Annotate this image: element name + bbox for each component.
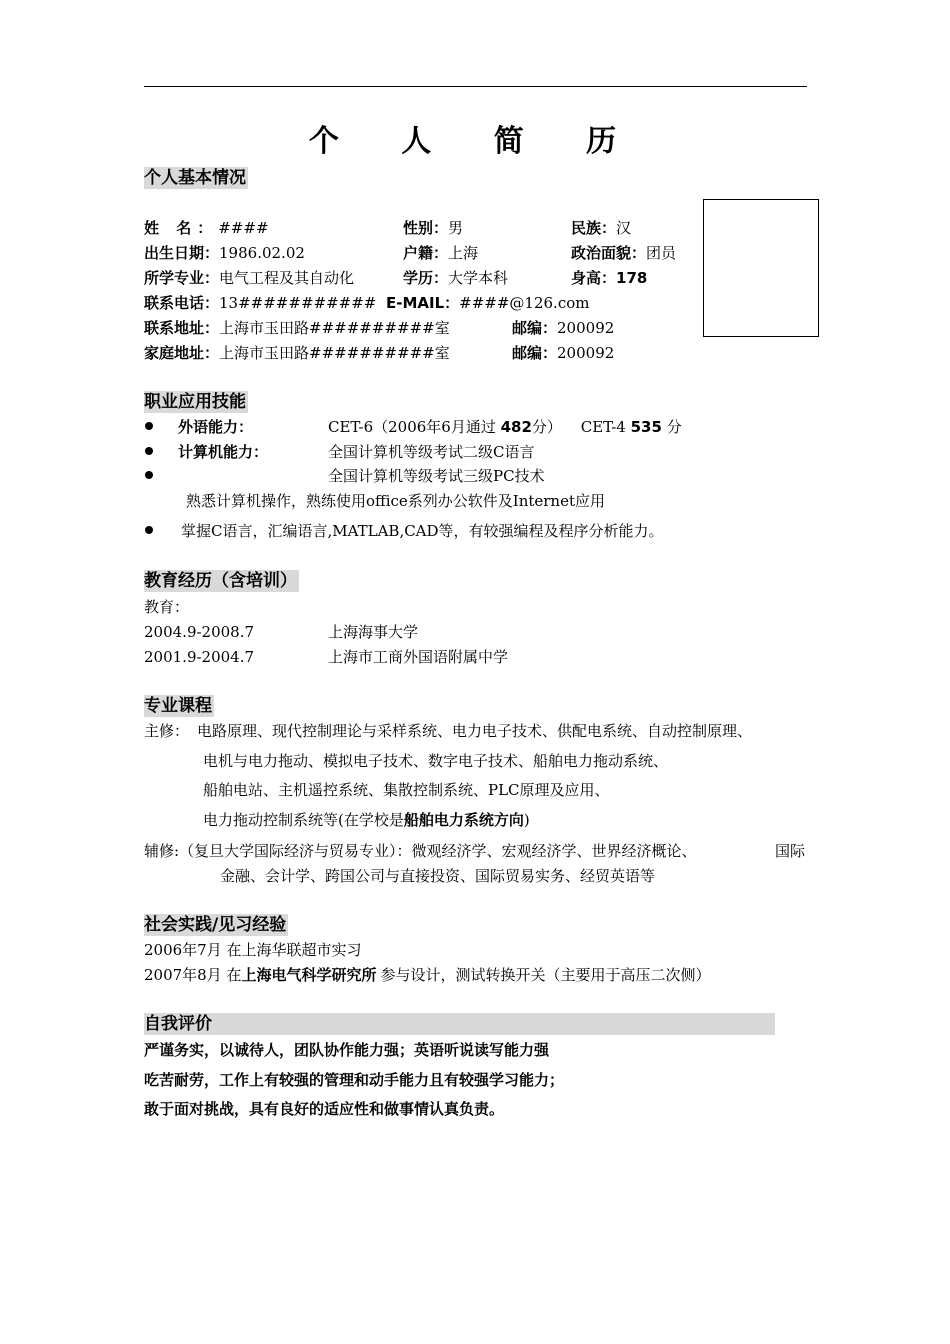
gender-label: 性别： xyxy=(403,219,449,237)
name-label: 姓 名： xyxy=(144,219,219,237)
gender-field xyxy=(403,218,463,238)
photo-placeholder xyxy=(703,199,819,337)
self-eval-line-1: 严谨务实，以诚待人，团队协作能力强；英语听说读写能力强 xyxy=(144,1041,550,1059)
programming-skill: 掌握C语言，汇编语言,MATLAB,CAD等，有较强编程及程序分析能力。 xyxy=(181,522,664,540)
name-row xyxy=(144,218,269,238)
minor-courses-line-1-end: 国际 xyxy=(775,842,806,860)
computer-value-3: 熟悉计算机操作，熟练使用office系列办公软件及Internet应用 xyxy=(186,492,605,510)
section-self-eval-header: 自我评价 xyxy=(144,1013,775,1035)
phone-value: 13########### xyxy=(219,294,377,312)
contact-address-label: 联系地址： xyxy=(144,319,220,337)
height-label: 身高： xyxy=(571,269,617,287)
language-value xyxy=(328,417,682,437)
section-skills-header: 职业应用技能 xyxy=(144,392,246,412)
section-practice-header: 社会实践/见习经验 xyxy=(144,915,287,935)
major-courses-label: 主修： xyxy=(144,722,190,740)
ethnic-value: 汉 xyxy=(616,219,632,237)
section-education-header: 教育经历（含培训） xyxy=(144,571,297,591)
language-text-1: CET-6（2006年6月通过 xyxy=(328,418,496,436)
language-text-4: 分 xyxy=(666,418,682,436)
political-value: 团员 xyxy=(646,244,677,262)
zip-label-1: 邮编： xyxy=(512,319,558,337)
degree-label: 学历： xyxy=(403,269,449,287)
email-value: ####@126.com xyxy=(459,294,590,312)
specialization-direction: 船舶电力系统方向 xyxy=(403,811,524,829)
major-courses-line-2: 电机与电力拖动、模拟电子技术、数字电子技术、船舶电力拖动系统、 xyxy=(203,752,669,770)
ethnic-label: 民族： xyxy=(571,219,617,237)
hukou-field xyxy=(403,243,478,263)
birth-value: 1986.02.02 xyxy=(219,244,305,262)
major-field xyxy=(144,268,354,288)
practice-item-1: 2006年7月 在上海华联超市实习 xyxy=(144,941,362,959)
education-school-1: 上海海事大学 xyxy=(328,623,419,641)
major-courses-line-3: 船舶电站、主机遥控系统、集散控制系统、PLC原理及应用、 xyxy=(203,781,610,799)
home-address-label: 家庭地址： xyxy=(144,344,220,362)
height-value: 178 xyxy=(616,269,648,287)
bullet-icon xyxy=(145,471,153,479)
minor-courses-line-2: 金融、会计学、跨国公司与直接投资、国际贸易实务、经贸英语等 xyxy=(220,867,656,885)
political-label: 政治面貌： xyxy=(571,244,647,262)
home-address-value: 上海市玉田路##########室 xyxy=(219,344,450,362)
major-courses-line-1: 电路原理、现代控制理论与采样系统、电力电子技术、供配电系统、自动控制原理、 xyxy=(197,722,753,740)
cet4-score: 535 xyxy=(630,418,662,436)
major-label: 所学专业： xyxy=(144,269,220,287)
computer-value-2: 全国计算机等级考试三级PC技术 xyxy=(328,467,545,485)
birth-field xyxy=(144,243,305,263)
name-value: #### xyxy=(218,219,269,237)
computer-value-1: 全国计算机等级考试二级C语言 xyxy=(328,443,535,461)
practice-description: 参与设计，测试转换开关（主要用于高压二次侧） xyxy=(380,966,711,984)
phone-label: 联系电话： xyxy=(144,294,220,312)
contact-address-value: 上海市玉田路##########室 xyxy=(219,319,450,337)
major-courses-text: 电力拖动控制系统等(在学校是 xyxy=(203,811,404,829)
bullet-icon xyxy=(145,526,153,534)
page-title: 个 人 简 历 xyxy=(308,124,643,159)
self-eval-line-3: 敢于面对挑战，具有良好的适应性和做事情认真负责。 xyxy=(144,1100,505,1118)
hukou-label: 户籍： xyxy=(403,244,449,262)
zip-field-2 xyxy=(512,343,614,363)
gender-value: 男 xyxy=(448,219,464,237)
zip-field-1 xyxy=(512,318,614,338)
major-courses-line-4 xyxy=(203,810,530,830)
education-period-1: 2004.9-2008.7 xyxy=(144,623,255,641)
language-text-2: 分） xyxy=(531,418,562,436)
practice-item-2 xyxy=(144,965,711,985)
home-address-field xyxy=(144,343,450,363)
political-field xyxy=(571,243,676,263)
self-eval-line-2: 吃苦耐劳，工作上有较强的管理和动手能力且有较强学习能力； xyxy=(144,1071,565,1089)
zip-value-1: 200092 xyxy=(557,319,615,337)
bullet-icon xyxy=(145,447,153,455)
language-label: 外语能力： xyxy=(178,418,254,436)
zip-value-2: 200092 xyxy=(557,344,615,362)
email-label: E-MAIL： xyxy=(386,294,460,312)
hukou-value: 上海 xyxy=(448,244,479,262)
section-courses-header: 专业课程 xyxy=(144,696,212,716)
practice-organization: 上海电气科学研究所 xyxy=(241,966,377,984)
zip-label-2: 邮编： xyxy=(512,344,558,362)
major-value: 电气工程及其自动化 xyxy=(219,269,355,287)
top-rule xyxy=(144,86,807,87)
degree-value: 大学本科 xyxy=(448,269,509,287)
ethnic-field xyxy=(571,218,631,238)
cet6-score: 482 xyxy=(500,418,532,436)
education-period-2: 2001.9-2004.7 xyxy=(144,648,255,666)
bullet-icon xyxy=(145,422,153,430)
section-basic-header: 个人基本情况 xyxy=(144,168,246,188)
contact-address-field xyxy=(144,318,450,338)
birth-label: 出生日期： xyxy=(144,244,220,262)
computer-label: 计算机能力： xyxy=(178,443,269,461)
phone-field xyxy=(144,293,376,313)
minor-courses-line-1: 辅修:（复旦大学国际经济与贸易专业）：微观经济学、宏观经济学、世界经济概论、 xyxy=(144,842,697,860)
height-field xyxy=(571,268,647,288)
education-label: 教育： xyxy=(144,598,190,616)
practice-date: 2007年8月 在 xyxy=(144,966,242,984)
degree-field xyxy=(403,268,508,288)
education-school-2: 上海市工商外国语附属中学 xyxy=(328,648,509,666)
email-field xyxy=(386,293,589,313)
closing-paren: ) xyxy=(523,811,530,829)
language-text-3: CET-4 xyxy=(580,418,626,436)
